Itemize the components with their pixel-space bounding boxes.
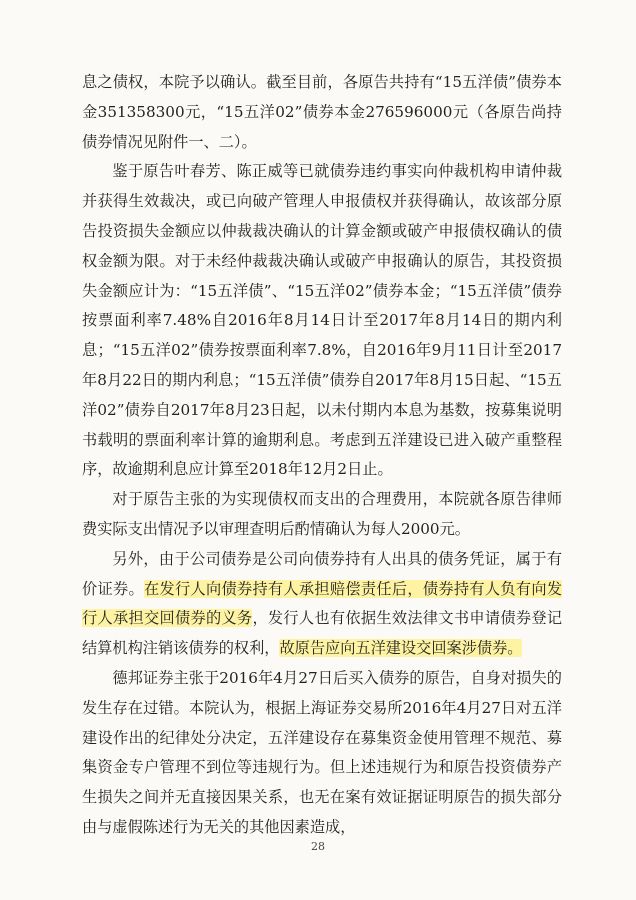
paragraph: [82, 664, 562, 843]
text-run: 鉴于原告叶春芳、陈正威等已就债券违约事实向仲裁机构申请仲裁并获得生效裁决，或已向破产管理人申报债权并获得确认，故该部分原告投资损失金额应以仲裁裁决确认的计算金额或破产申报债权确认的债权金额为限。对于未经仲裁裁决确认或破产申报确认的原告，其投资损失金额应计为：“15五洋债”、“15五洋02”债券本金；“15五洋债”债券按票面利率7.48%自2016年8月14日计至2017年8月14日的期内利息；“15五洋02”债券按票面利率7.8%，自2016年9月11日计至2017年8月22日的期内利息；“15五洋债”债券自2017年8月15日起、“15五洋02”债券自2017年8月23日起，以未付期内本息为基数，按募集说明书载明的票面利率计算的逾期利息。考虑到五洋建设已进入破产重整程序，故逾期利息应计算至2018年12月2日止。: [82, 162, 562, 479]
paragraph: [82, 545, 562, 664]
text-run: ，发行人也有依据生效法律文书申请债券登记结算机构注销该债券的权利，: [82, 609, 563, 658]
paragraph: [82, 68, 562, 157]
paragraph: [82, 157, 562, 485]
paragraph: [82, 485, 562, 545]
text-run: 息之债权，本院予以确认。截至目前，各原告共持有“15五洋债”债券本金351358300元，“15五洋02”债券本金276596000元（各原告尚持债券情况见附件一、二）。: [82, 73, 562, 151]
highlighted-text: 在发行人向债券持有人承担赔偿责任后，债券持有人负有向发行人承担交回债券的义务: [82, 579, 563, 628]
body-text: [82, 68, 562, 843]
text-run: 德邦证券主张于2016年4月27日后买入债券的原告，自身对损失的发生存在过错。本院认为，根据上海证券交易所2016年4月27日对五洋建设作出的纪律处分决定，五洋建设存在募集资金使用管理不规范、募集资金专户管理不到位等违规行为。但上述违规行为和原告投资债券产生损失之间并无直接因果关系，也无在案有效证据证明原告的损失部分由与虚假陈述行为无关的其他因素造成，: [82, 668, 562, 836]
highlighted-text: 故原告应向五洋建设交回案涉债券。: [279, 639, 523, 658]
page-number: 28: [311, 840, 325, 853]
text-run: 另外，由于公司债券是公司向债券持有人出具的债务凭证，属于有价证券。: [82, 549, 562, 598]
text-run: 对于原告主张的为实现债权而支出的合理费用，本院就各原告律师费实际支出情况予以审理查明后酌情确认为每人2000元。: [82, 490, 562, 538]
